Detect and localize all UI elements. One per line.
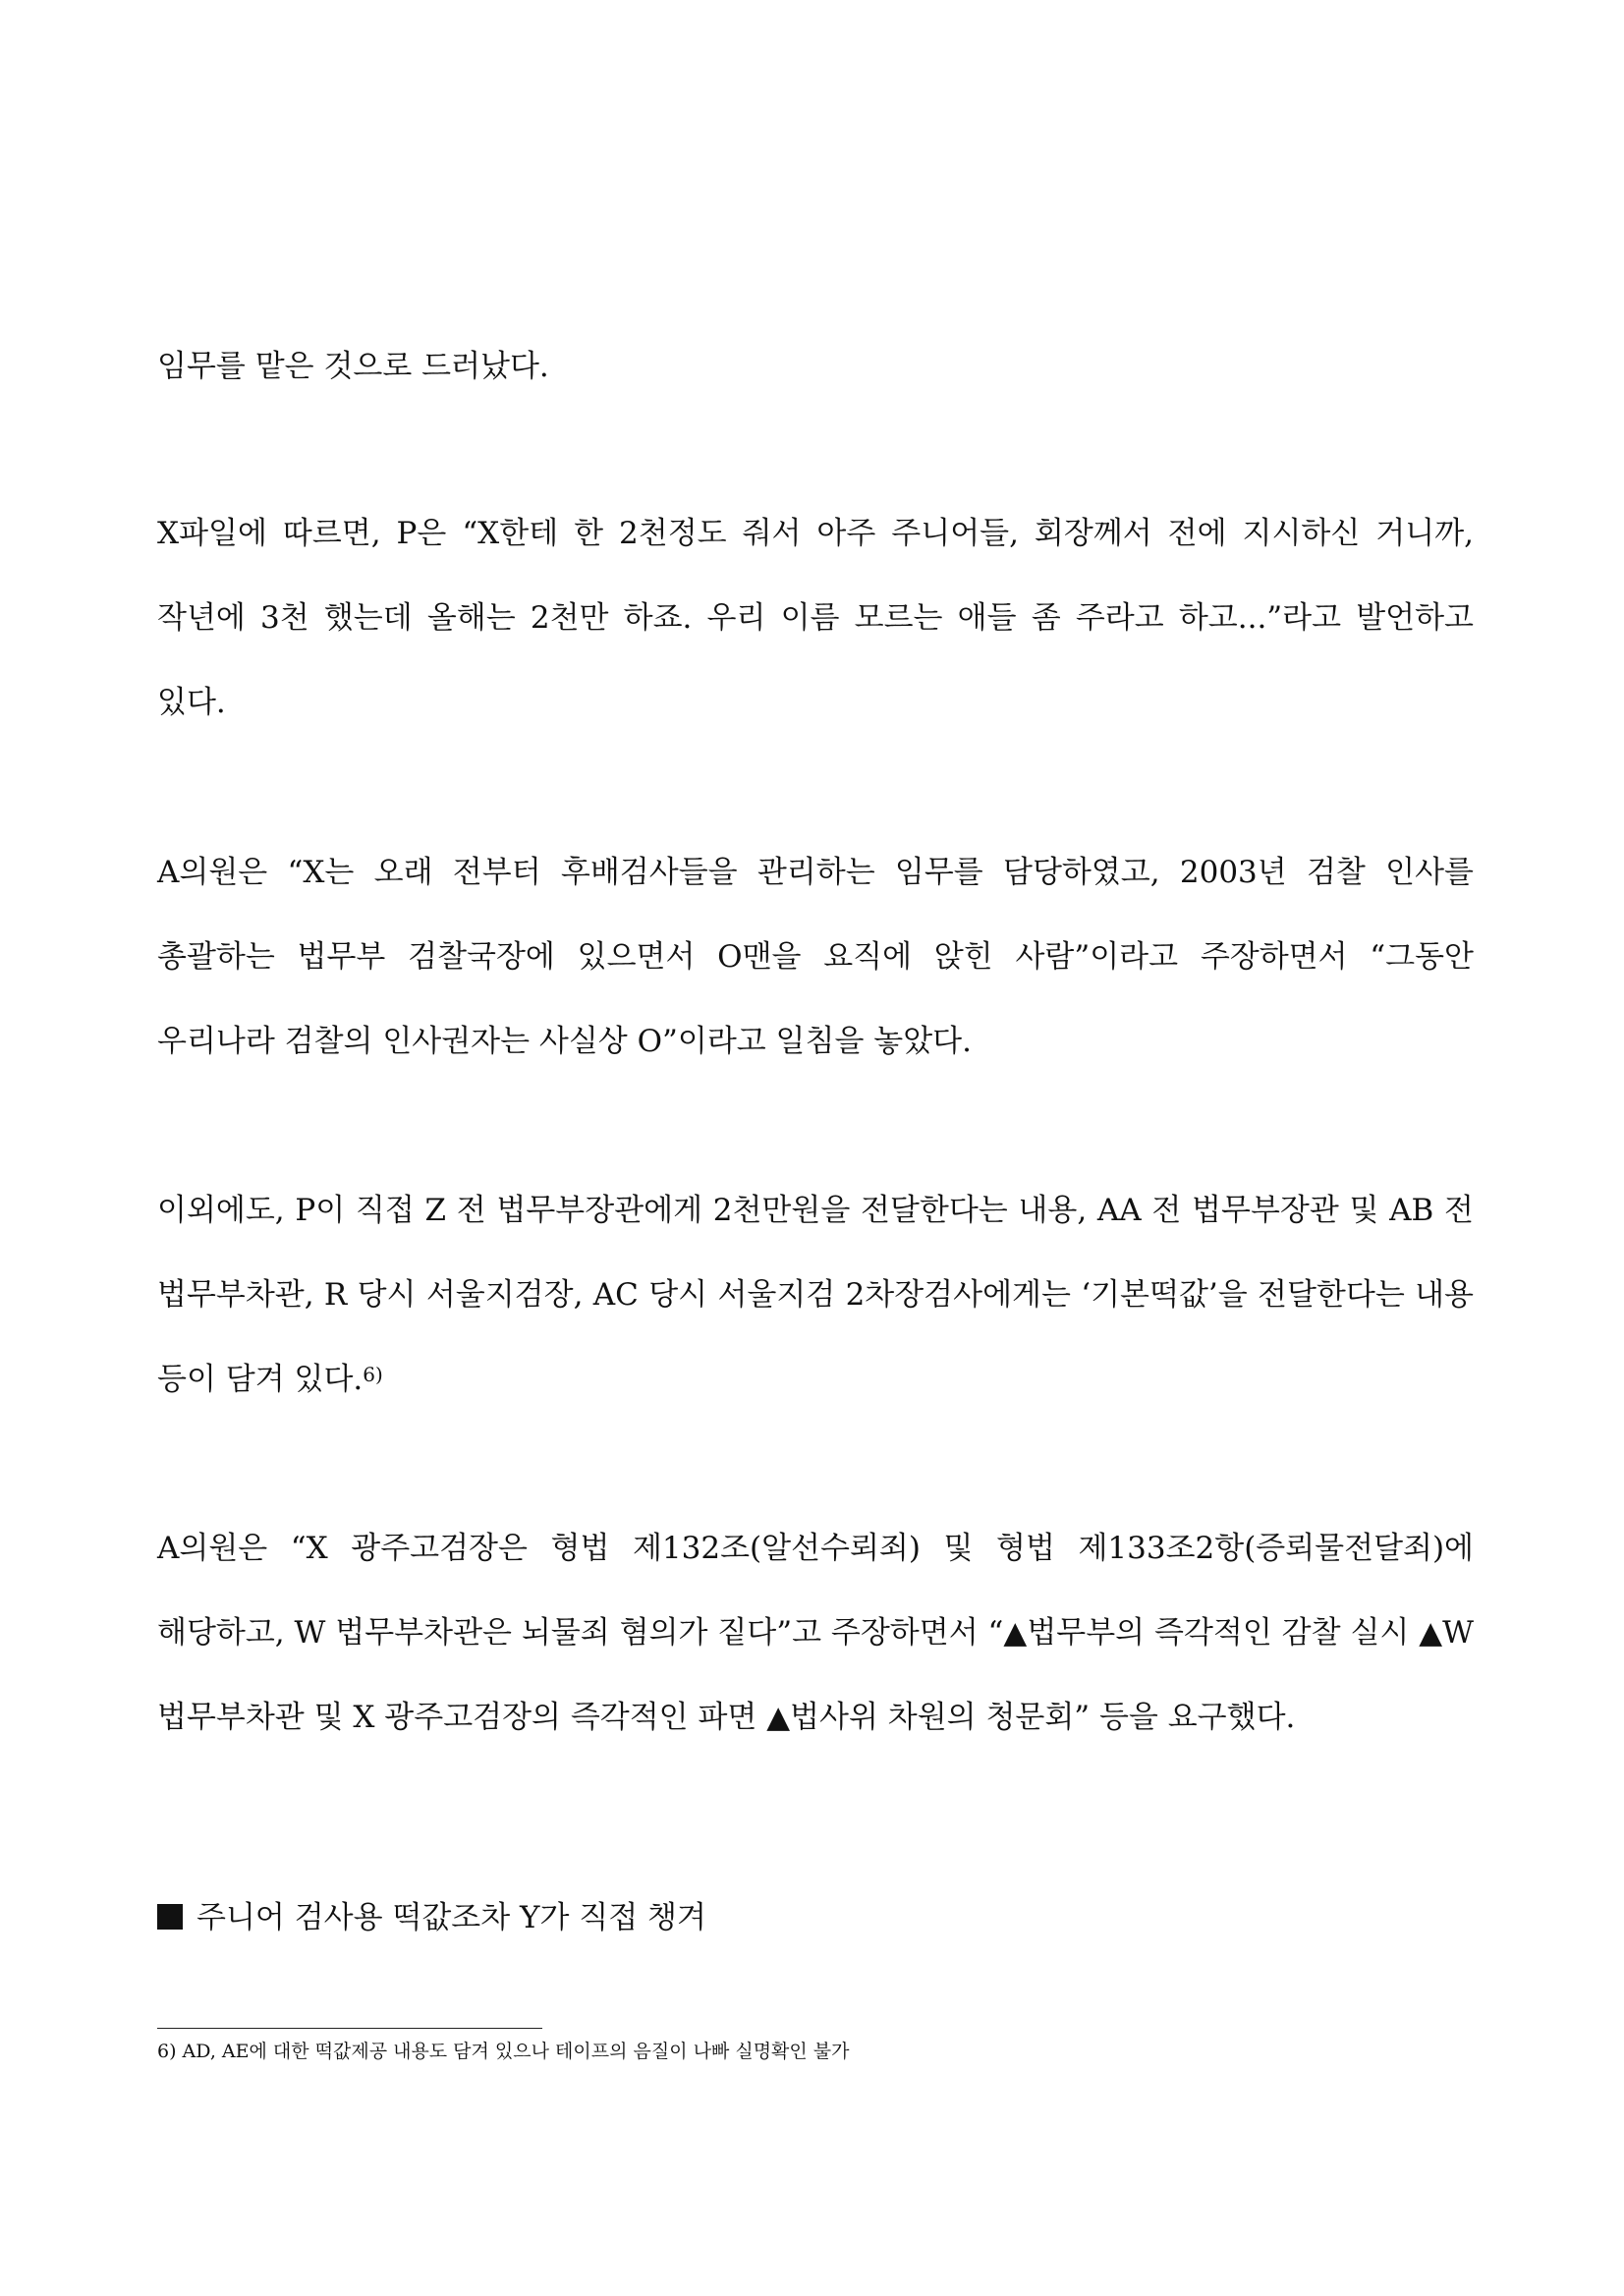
paragraph-3: A의원은 “X는 오래 전부터 후배검사들을 관리하는 임무를 담당하였고, 2003년 검찰 인사를 총괄하는 법무부 검찰국장에 있으면서 O맨을 요직에 앉힌 사람”이라고 주장하면서 “그동안 우리나라 검찰의 인사권자는 사실상 O”이라고 일침을 놓았다. [157,855,1474,1059]
paragraph-2: X파일에 따르면, P은 “X한테 한 2천정도 줘서 아주 주니어들, 회장께서 전에 지시하신 거니까, 작년에 3천 했는데 올해는 2천만 하죠. 우리 이름 모르는 애들 좀 주라고 하고...”라고 발언하고 있다. [157,516,1474,720]
paragraph-4-text: 이외에도, P이 직접 Z 전 법무부장관에게 2천만원을 전달한다는 내용, AA 전 법무부장관 및 AB 전 법무부차관, R 당시 서울지검장, AC 당시 서울지검 2차장검사에게는 ‘기본떡값’을 전달한다는 내용 등이 담겨 있다. [157,1193,1474,1397]
footnote-reference: 6) [363,1363,383,1386]
paragraph-1: 임무를 맡은 것으로 드러났다. [157,349,549,384]
paragraph-5: A의원은 “X 광주고검장은 형법 제132조(알선수뢰죄) 및 형법 제133조2항(증뢰물전달죄)에 해당하고, W 법무부차관은 뇌물죄 혐의가 짙다”고 주장하면서 “▲법무부의 즉각적인 감찰 실시 ▲W 법무부차관 및 X 광주고검장의 즉각적인 파면 ▲법사위 차원의 청문회” 등을 요구했다. [157,1531,1474,1735]
footnote-divider [157,2028,542,2029]
paragraph-4 [157,1168,1474,1422]
section-heading-text: 주니어 검사용 떡값조차 Y가 직접 챙겨 [196,1900,706,1935]
footnote: 6) AD, AE에 대한 떡값제공 내용도 담겨 있으나 테이프의 음질이 나빠 실명확인 불가 [157,2041,850,2062]
square-bullet-icon [157,1904,183,1930]
section-heading [157,1888,706,1947]
